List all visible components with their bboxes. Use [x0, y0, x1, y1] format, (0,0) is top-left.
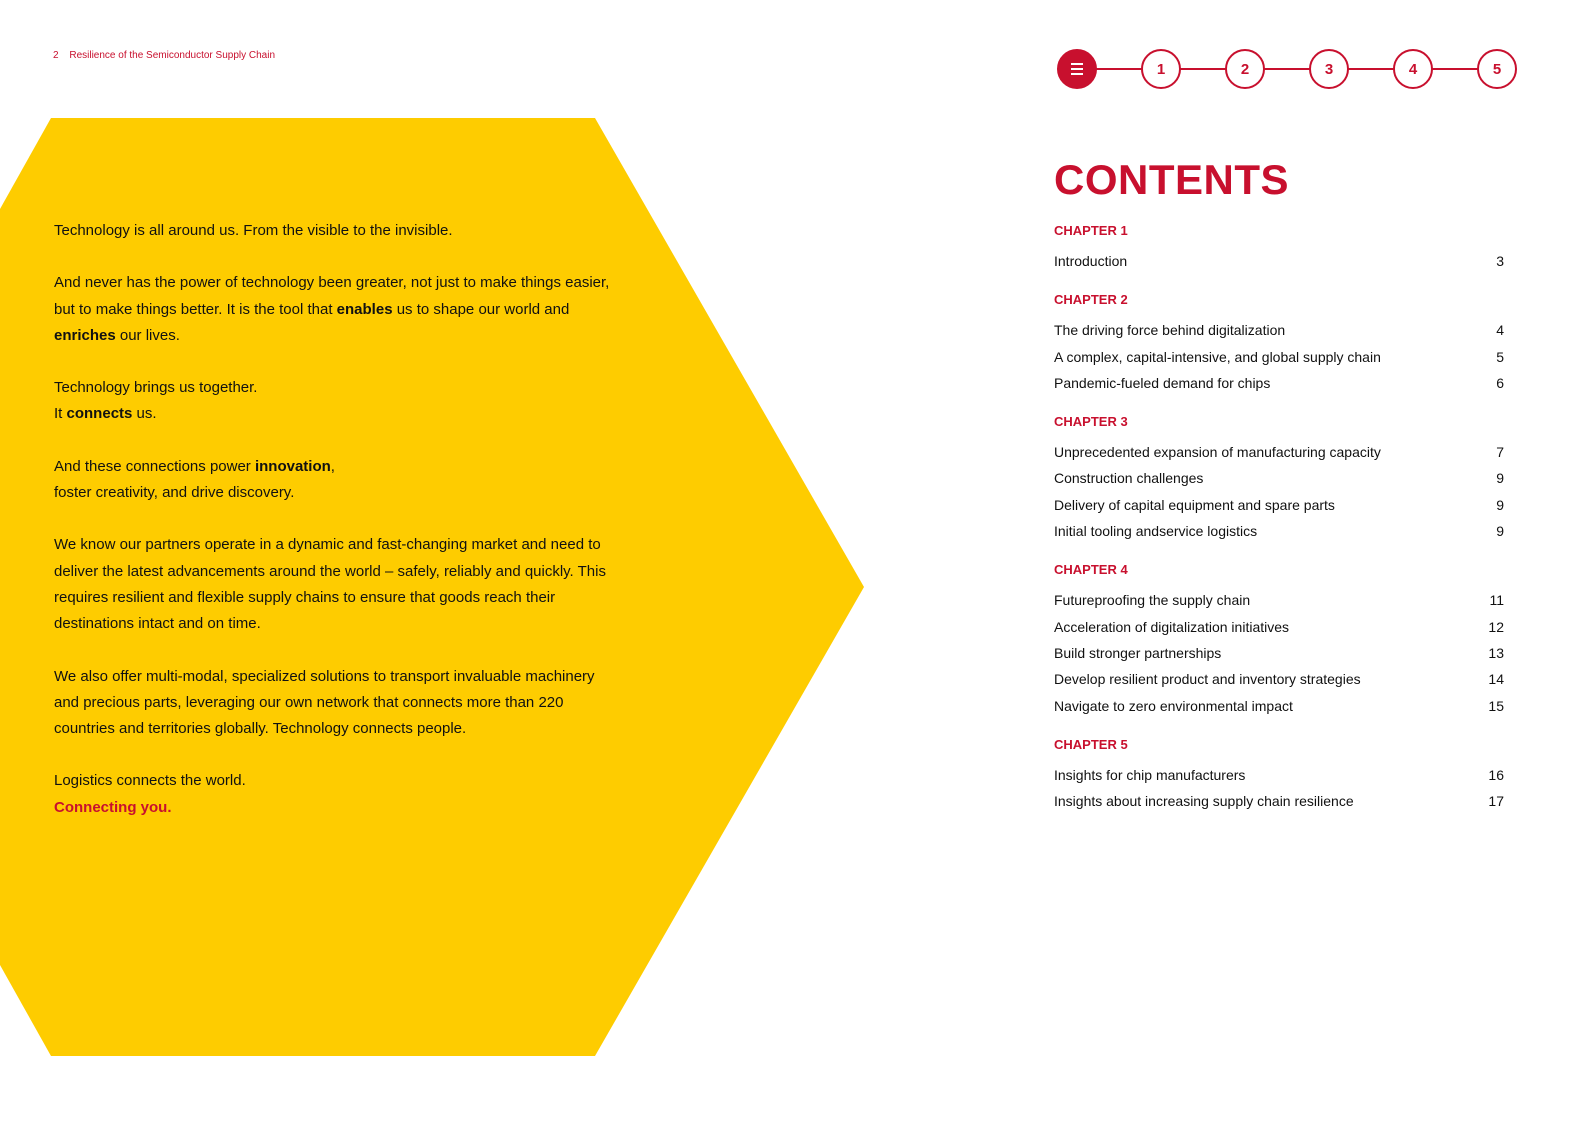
- toc-entry[interactable]: Futureproofing the supply chain 11: [1054, 592, 1504, 609]
- toc-entry[interactable]: Insights about increasing supply chain resilience 17: [1054, 793, 1504, 810]
- intro-paragraph-1: Technology is all around us. From the visible to the invisible.: [54, 222, 453, 239]
- chapter-4-button[interactable]: 4: [1393, 49, 1433, 89]
- intro-paragraph-4: And these connections power innovation, foster creativity, and drive discovery.: [54, 457, 335, 502]
- toc-chapter-5: [1054, 736, 1504, 815]
- chapter-2-button[interactable]: 2: [1225, 49, 1265, 89]
- toc-entry[interactable]: Acceleration of digitalization initiatives 12: [1054, 618, 1504, 635]
- chapter-label: CHAPTER 2: [1054, 292, 1128, 308]
- menu-button[interactable]: [1057, 49, 1097, 89]
- toc-entry[interactable]: Introduction 3: [1054, 253, 1504, 269]
- toc-entry[interactable]: A complex, capital-intensive, and global supply chain 5: [1054, 348, 1504, 365]
- toc-entry[interactable]: Construction challenges 9: [1054, 470, 1504, 487]
- tagline: Connecting you.: [54, 798, 172, 816]
- document-title: Resilience of the Semiconductor Supply Chain: [69, 50, 276, 61]
- toc-entry[interactable]: Develop resilient product and inventory strategies 14: [1054, 671, 1504, 688]
- toc-entry[interactable]: Initial tooling andservice logistics 9: [1054, 523, 1504, 540]
- toc-entry[interactable]: Unprecedented expansion of manufacturing capacity 7: [1054, 444, 1504, 461]
- table-of-contents: [1054, 156, 1504, 831]
- toc-chapter-2: [1054, 291, 1504, 396]
- toc-entry[interactable]: Delivery of capital equipment and spare parts 9: [1054, 496, 1504, 513]
- toc-entry[interactable]: Insights for chip manufacturers 16: [1054, 766, 1504, 783]
- chapter-3-button[interactable]: 3: [1309, 49, 1349, 89]
- page-number: 2: [53, 50, 59, 61]
- intro-paragraph-3: Technology brings us together. It connects us.: [54, 379, 258, 423]
- menu-icon: [1071, 63, 1083, 75]
- contents-title: CONTENTS: [1054, 156, 1289, 203]
- intro-text: [54, 218, 614, 847]
- chapter-1-button[interactable]: 1: [1141, 49, 1181, 89]
- toc-chapter-4: [1054, 561, 1504, 718]
- intro-paragraph-6: We also offer multi-modal, specialized solutions to transport invaluable machinery and precious parts, leveraging our own network that connects more than 220 countries and territories globally. Technology connects people.: [54, 667, 595, 738]
- chapter-5-button[interactable]: 5: [1477, 49, 1517, 89]
- chapter-label: CHAPTER 1: [1054, 223, 1128, 238]
- chapter-label: CHAPTER 4: [1054, 562, 1128, 578]
- toc-chapter-3: [1054, 413, 1504, 544]
- toc-entry[interactable]: Pandemic-fueled demand for chips 6: [1054, 374, 1504, 391]
- chapter-nav: [1057, 49, 1517, 89]
- page-header: [53, 50, 275, 61]
- chapter-label: CHAPTER 3: [1054, 414, 1128, 430]
- chapter-nav-line: [1077, 68, 1497, 70]
- intro-paragraph-7: Logistics connects the world. Connecting you.: [54, 772, 246, 816]
- chapter-label: CHAPTER 5: [1054, 736, 1128, 752]
- intro-paragraph-2: And never has the power of technology been greater, not just to make things easier, but to make things better. It is the tool that enables us to shape our world and enriches our lives.: [54, 274, 610, 344]
- toc-entry[interactable]: Navigate to zero environmental impact 15: [1054, 697, 1504, 714]
- toc-entry[interactable]: Build stronger partnerships 13: [1054, 644, 1504, 661]
- intro-paragraph-5: We know our partners operate in a dynamic and fast-changing market and need to deliver the latest advancements around the world – safely, reliably and quickly. This requires resilient and flexible supply chains to ensure that goods reach their destinations intact and on time.: [54, 536, 606, 633]
- toc-chapter-1: [1054, 222, 1504, 274]
- toc-entry[interactable]: The driving force behind digitalization 4: [1054, 322, 1504, 339]
